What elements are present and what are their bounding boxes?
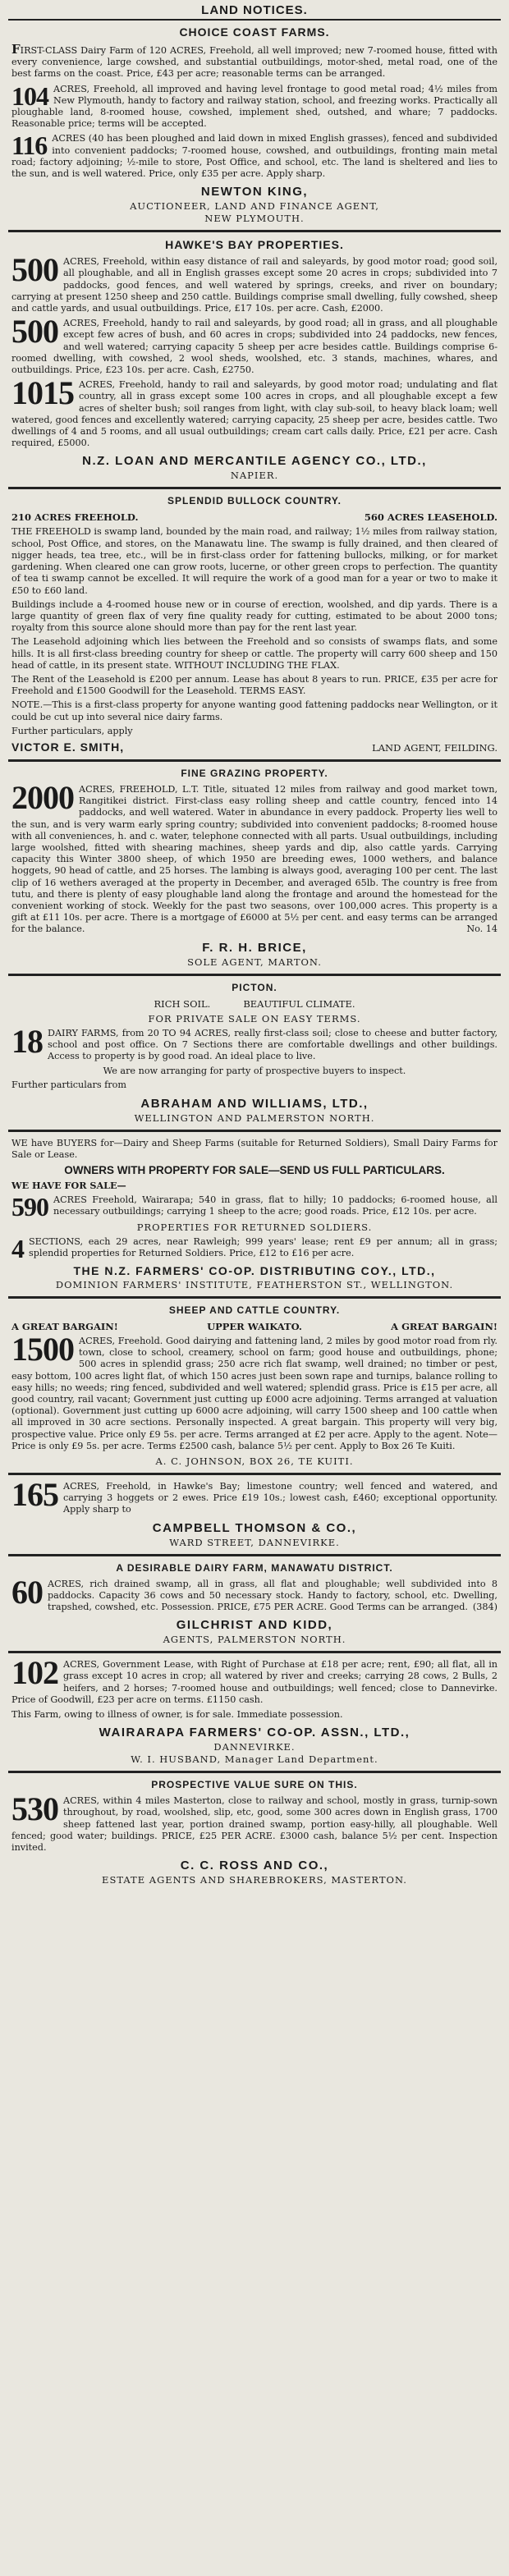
section-divider xyxy=(8,1296,501,1299)
ad-lead: 590 xyxy=(11,1192,48,1222)
ad-ref: (384) xyxy=(472,1602,498,1613)
bullock-subheads xyxy=(11,511,498,523)
ad-ref: No. 14 xyxy=(466,924,498,935)
agent-name: NEWTON KING, xyxy=(200,185,309,199)
agent-name: THE N.Z. FARMERS' CO-OP. DISTRIBUTING COY., LTD., xyxy=(73,1264,436,1278)
ad-530-acres xyxy=(11,1790,498,1854)
picton-subheads xyxy=(11,998,498,1010)
agent-line: DANNEVIRKE. xyxy=(213,1741,296,1753)
hawkes-bay-heading: HAWKE'S BAY PROPERTIES. xyxy=(165,238,344,252)
ad-lead: 60 xyxy=(11,1573,43,1611)
coop-owners: OWNERS WITH PROPERTY FOR SALE—SEND US FULL PARTICULARS. xyxy=(64,1164,445,1176)
ad-lead: 1015 xyxy=(11,374,74,412)
bullock-para: The Leasehold adjoining which lies between the Freehold and so consists of swamps flats, and some hills. It is all first-class breeding country for sheep or cattle. The property will carry 600 sheep and 150 head of cattle, in its present state. WITHOUT INCLUDING THE FLAX. xyxy=(11,636,498,671)
ad-590-acres xyxy=(11,1192,498,1222)
agent-line: AUCTIONEER, LAND AND FINANCE AGENT, xyxy=(130,200,379,213)
choice-coast-heading: CHOICE COAST FARMS. xyxy=(179,25,330,39)
bargain-bar xyxy=(11,1321,498,1332)
hawkes-bay-section xyxy=(8,238,501,481)
ad-104-acres xyxy=(11,80,498,131)
ad-lead: 165 xyxy=(11,1476,58,1514)
ad-lead: 2000 xyxy=(11,778,74,816)
ad-text: DAIRY FARMS, from 20 TO 94 ACRES, really first-class soil; close to cheese and butter factory, school and post office. On 7 Sections there are comfortable dwellings and other buildings. Access to property is by good road. An ideal place to live. xyxy=(48,1027,498,1061)
ad-4-sections xyxy=(11,1233,498,1263)
ad-text: SECTIONS, each 29 acres, near Rawleigh; 999 years' lease; rent £9 per annum; all in grass; splendid properties for Returned Soldiers. Price, £12 to £16 per acre. xyxy=(29,1235,498,1258)
grazing-section xyxy=(8,768,501,968)
column-masthead: LAND NOTICES. xyxy=(8,3,501,21)
picton-note: We are now arranging for party of prospective buyers to inspect. xyxy=(103,1066,406,1077)
bargain-right: A GREAT BARGAIN! xyxy=(391,1321,498,1333)
gilchrist-heading: A DESIRABLE DAIRY FARM, MANAWATU DISTRICT. xyxy=(116,1561,393,1574)
bullock-agent-row xyxy=(11,740,498,754)
ad-116-acres xyxy=(11,133,498,180)
section-divider xyxy=(8,487,501,489)
agent-line: SOLE AGENT, MARTON. xyxy=(187,956,322,968)
ad-text: ACRES, within 4 miles Masterton, close to railway and school, mostly in grass, turnip-sown throughout, by road, woolshed, slip, etc, good, some 300 acres down in English grass, 1700 sheep fattened last year, portion drained swamp, portion easy-hilly, all ploughable. Well fenced; good water; buildings. PRICE, £25 PER ACRE. £3000 cash, balance 5½ per cent. Inspection invited. xyxy=(11,1795,498,1854)
agent-name: ABRAHAM AND WILLIAMS, LTD., xyxy=(140,1096,369,1111)
ad-text: ACRES, rich drained swamp, all in grass, all flat and ploughable; well subdivided into 8 paddocks. Capacity 36 cows and 50 necessary stock. Handy to factory, school, etc. Dwelling, trapshed, cowshed, etc. Possession. PRICE, £75 PER ACRE. Good Terms can be arranged. xyxy=(48,1578,498,1613)
section-divider xyxy=(8,1651,501,1653)
section-divider xyxy=(8,1473,501,1475)
ad-500-acres-a xyxy=(11,251,498,314)
ad-text: ACRES, Freehold, in Hawke's Bay; limestone country; well fenced and watered, and carrying 3 hoggets or 2 ewes. Price £19 10s.; lowest cash, £460; exceptional opportunity. Apply sharp to xyxy=(63,1481,498,1515)
sheep-cattle-section xyxy=(8,1304,501,1467)
section-divider xyxy=(8,1130,501,1132)
ad-1500-acres xyxy=(11,1331,498,1452)
ad-1015-acres xyxy=(11,374,498,449)
ross-heading: PROSPECTIVE VALUE SURE ON THIS. xyxy=(151,1779,358,1791)
leasehold-subhead: 560 ACRES LEASEHOLD. xyxy=(364,511,498,524)
bullock-section xyxy=(8,495,501,753)
ad-text: ACRES, Freehold, handy to rail and saleyards, by good road; all in grass, and all ploughable except few acres of bush, and 60 acres in crops; subdivided into 24 paddocks, new fences, and well watered; carrying capacity 5 sheep per acre besides cattle. Buildings comprise 6-roomed dwelling, with cowshed, 2 wool sheds, woolshed, etc. 3 stands, machines, whares, and outbuildings. Price, £23 10s. per acre. Cash, £2750. xyxy=(11,318,498,376)
ad-lead: 18 xyxy=(11,1022,43,1060)
agent-line: NAPIER. xyxy=(230,470,279,482)
ad-lead: 102 xyxy=(11,1654,58,1692)
agent-name: GILCHRIST AND KIDD, xyxy=(176,1618,333,1633)
ad-text: ACRES, Freehold, within easy distance of rail and saleyards, by good motor road; good soil, all ploughable, and all in English grasses except some 20 acres in crops; subdivided into 7 paddocks, good fences, and well watered by springs, creeks, and river on boundary; carrying at present 1250 sheep and 250 cattle. Buildings comprise small dwelling, fully cowshed, sheep and cattle yards, and usual outbuildings. Price, £17 10s. per acre. Cash, £2000. xyxy=(11,256,498,314)
picton-section xyxy=(8,982,501,1124)
agent-line: A. C. JOHNSON, BOX 26, TE KUITI. xyxy=(155,1455,354,1468)
section-divider xyxy=(8,1771,501,1773)
picton-sub: BEAUTIFUL CLIMATE. xyxy=(243,997,355,1010)
freehold-subhead: 210 ACRES FREEHOLD. xyxy=(11,511,139,524)
ad-lead: 500 xyxy=(11,313,58,351)
ad-lead: 530 xyxy=(11,1790,58,1828)
ad-text: ACRES (40 has been ploughed and laid down in mixed English grasses), fenced and subdivided into convenient paddocks; 7-roomed house, cowshed, and outbuildings, fronting main metal road; factory adjoining; ½-mile to store, Post Office, and school, etc. The land is sheltered and lies to the sun, and is well watered. Price, only £35 per acre. Apply sharp. xyxy=(11,133,498,180)
ad-text: ACRES, Government Lease, with Right of Purchase at £18 per acre; rent, £90; all flat, all in grass except 10 acres in crop; all watered by river and creeks; carrying 28 cows, 2 Bulls, 2 heifers, and 2 horses; 7-roomed house and outbuildings; well fenced; close to Dannevirke. Price of Goodwill, £23 per acre on terms. £1150 cash. xyxy=(11,1659,498,1705)
choice-coast-section xyxy=(8,25,501,224)
ad-18-dairy-farms xyxy=(11,1022,498,1063)
ad-first-class-dairy xyxy=(11,44,498,80)
bullock-para: Buildings include a 4-roomed house new or in course of erection, woolshed, and dip yards. There is a large quantity of green flax of very fine quality ready for cutting, estimated to be about 2000 tons; royalty from this source alone should more than pay for the rent last year. xyxy=(11,598,498,634)
wairarapa-note: This Farm, owing to illness of owner, is for sale. Immediate possession. xyxy=(11,1709,343,1721)
agent-name: F. R. H. BRICE, xyxy=(202,940,307,955)
gilchrist-section xyxy=(8,1562,501,1646)
section-divider xyxy=(8,230,501,232)
picton-sub: FOR PRIVATE SALE ON EASY TERMS. xyxy=(148,1012,361,1024)
newspaper-page xyxy=(8,0,501,1886)
picton-sub: RICH SOIL. xyxy=(154,997,211,1010)
agent-line: ESTATE AGENTS AND SHAREBROKERS, MASTERTON. xyxy=(102,1874,407,1886)
agent-line: LAND AGENT, FEILDING. xyxy=(372,741,498,754)
agent-name: CAMPBELL THOMSON & CO., xyxy=(152,1520,357,1535)
section-divider xyxy=(8,974,501,976)
bargain-mid: UPPER WAIKATO. xyxy=(207,1321,302,1333)
bargain-left: A GREAT BARGAIN! xyxy=(11,1321,118,1333)
ad-text: ACRES, Freehold. Good dairying and fattening land, 2 miles by good motor road from rly. town, close to school, creamery, school on farm; good house and outbuildings, phone; 500 acres in splendid grass; 250 acre rich flat swamp, well drained; no timber or pest, easy bottom, 100 acres light flat, of which 150 acres just been sown rape and turnips, balance rolling to easy hills; no weeds; ring fenced, subdivided and well watered; splendid grass. Price is £15 per acre, all good country, rail vacant; Government just cutting up £000 acre adjoining. Terms arranged at valuation (optional). Government just cutting up 6000 acre adjoining, will carry 1500 sheep and 100 cattle when all improved in 30 acre sections. Personally inspected. A great bargain. This property will very big, prospective value. Price only £9 5s. per acre. Terms arranged at £2 per acre. Apply to the agent. Note—Price is only £9 5s. per acre. Terms £2500 cash, balance 5½ per cent. Apply to Box 26 Te Kuiti. xyxy=(11,1336,498,1451)
agent-line: WARD STREET, DANNEVIRKE. xyxy=(169,1536,340,1548)
agent-name: VICTOR E. SMITH, xyxy=(11,740,125,754)
ad-lead: 1500 xyxy=(11,1331,74,1368)
ad-2000-acres xyxy=(11,778,498,936)
agent-line: AGENTS, PALMERSTON NORTH. xyxy=(163,1634,346,1646)
sheep-cattle-heading: SHEEP AND CATTLE COUNTRY. xyxy=(168,1304,341,1317)
coop-we-have: WE HAVE FOR SALE— xyxy=(11,1180,126,1191)
picton-heading: PICTON. xyxy=(232,981,277,993)
ad-500-acres-b xyxy=(11,313,498,376)
grazing-heading: FINE GRAZING PROPERTY. xyxy=(181,767,328,779)
picton-note: Further particulars from xyxy=(11,1079,126,1091)
bullock-para: Further particulars, apply xyxy=(11,725,133,736)
ad-60-acres xyxy=(11,1573,498,1614)
farmers-coop-section xyxy=(8,1138,501,1290)
ad-lead: 500 xyxy=(11,251,58,289)
ad-text: ACRES, Freehold, handy to rail and saleyards, by good motor road; undulating and flat country, all in grass except some 100 acres in crops, and all ploughable except a few acres of shelter bush; soil ranges from light, with clay sub-soil, to heavy black loam; well watered, good fences and excellently watered; carrying capacity, 25 sheep per acre, besides cattle. Two dwellings of 4 and 5 rooms, and all usual outbuildings; cream cart calls daily. Price, £21 per acre. Cash required, £5000. xyxy=(11,379,498,449)
agent-line: WELLINGTON AND PALMERSTON NORTH. xyxy=(134,1112,375,1124)
ad-102-acres xyxy=(11,1654,498,1706)
agent-line: NEW PLYMOUTH. xyxy=(204,213,305,225)
ad-text: ACRES Freehold, Wairarapa; 540 in grass, flat to hilly; 10 paddocks; 6-roomed house, all necessary outbuildings; carrying 1 sheep to the acre; good roads. Price, £12 10s. per acre. xyxy=(53,1194,498,1217)
agent-line: DOMINION FARMERS' INSTITUTE, FEATHERSTON ST., WELLINGTON. xyxy=(55,1279,454,1291)
ad-lead: 4 xyxy=(11,1233,24,1263)
coop-intro: WE have BUYERS for—Dairy and Sheep Farms (suitable for Returned Soldiers), Small Dairy Farms for Sale or Lease. xyxy=(11,1137,498,1160)
ad-text: IRST-CLASS Dairy Farm of 120 ACRES, Freehold, all well improved; new 7-roomed house, fitted with every convenience, large cowshed, and substantial outbuildings, motor-shed, metal road, one of the best farms on the coast. Price, £43 per acre; reasonable terms can be arranged. xyxy=(11,45,498,80)
ad-lead: F xyxy=(11,42,21,57)
coop-sub: PROPERTIES FOR RETURNED SOLDIERS. xyxy=(136,1221,373,1233)
agent-line: W. I. HUSBAND, Manager Land Department. xyxy=(131,1753,378,1766)
agent-name: C. C. ROSS AND CO., xyxy=(180,1859,329,1873)
agent-name: N.Z. LOAN AND MERCANTILE AGENCY CO., LTD., xyxy=(82,454,427,469)
ad-text: ACRES, Freehold, all improved and having level frontage to good metal road; 4½ miles from New Plymouth, handy to factory and railway station, school, and freezing works. Practically all ploughable land, 8-roomed house, cowshed, implement shed, outshed, and whare; 7 paddocks. Reasonable price; terms will be accepted. xyxy=(11,83,498,130)
section-divider xyxy=(8,759,501,762)
bullock-para: The Rent of the Leasehold is £200 per annum. Lease has about 8 years to run. PRICE, £35 per acre for Freehold and £1500 Goodwill for the Leasehold. TERMS EASY. xyxy=(11,673,498,697)
bullock-heading: SPLENDID BULLOCK COUNTRY. xyxy=(167,495,342,507)
ad-lead: 116 xyxy=(11,131,48,161)
agent-name: WAIRARAPA FARMERS' CO-OP. ASSN., LTD., xyxy=(99,1726,410,1740)
wairarapa-section xyxy=(8,1654,501,1766)
ad-lead: 104 xyxy=(11,80,48,111)
ad-165-acres xyxy=(11,1476,498,1516)
campbell-section xyxy=(8,1476,501,1548)
ad-text: ACRES, FREEHOLD, L.T. Title, situated 12 miles from railway and good market town, Rangitikei district. First-class easy rolling sheep and cattle country, fenced into 14 paddocks, and well watered. Water in abundance in every paddock. Property lies well to the sun, and is very warm early spring country; subdivided into convenient paddocks; 8-roomed house with all conveniences, h. and c. water, telephone connected with all parts. Usual outbuildings, including large woolshed, fitted with shearing machines, sheep yards and dip, also cattle yards. Carrying capacity this Winter 3800 sheep, of which 1950 are breeding ewes, 1000 wethers, and balance hoggets, 90 head of cattle, and 25 horses. The lambing is always good, averaging 100 per cent. The last clip of 16 wethers averaged at the property in December, and averaged 65lb. The country is free from tutu, and there is plenty of easy ploughable land along the frontage and around the homestead for the convenient working of stock. Weekly for the past two seasons, over 100,000 acres. This property is a gift at £11 10s. per acre. There is a mortgage of £6000 at 5½ per cent. and easy terms can be arranged for the balance. xyxy=(11,783,498,935)
bullock-para: THE FREEHOLD is swamp land, bounded by the main road, and railway; 1½ miles from railway station, school, Post Office, and stores, on the Manawatu line. The swamp is fully drained, and then cleared of nigger heads, tea tree, etc., will be in first-class order for fattening bullocks, milking, or for market gardening. When cleared one can grow roots, lucerne, or other green crops to perfection. The quantity of tea ti swamp cannot be excelled. It will require the work of a good man for a year or two to make it £50 to £60 land. xyxy=(11,526,498,596)
ross-section xyxy=(8,1779,501,1886)
section-divider xyxy=(8,1554,501,1556)
bullock-para: NOTE.—This is a first-class property for anyone wanting good fattening paddocks near Wellington, or it could be cut up into several nice dairy farms. xyxy=(11,699,498,722)
